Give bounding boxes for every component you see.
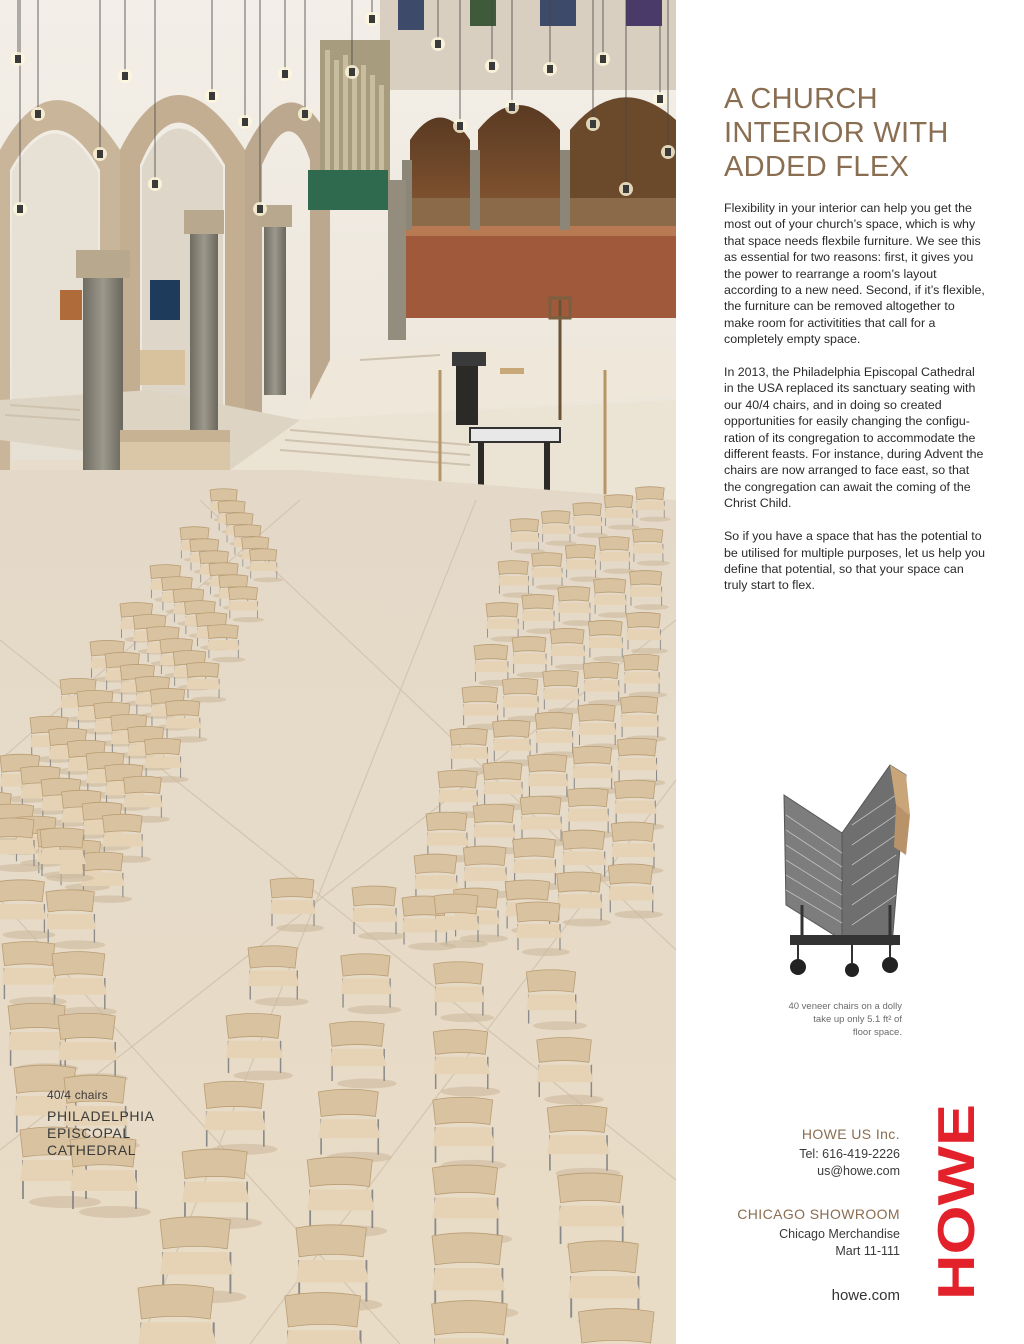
product-name: 40/4 chairs (47, 1088, 108, 1102)
contact-us-office (799, 1126, 900, 1180)
article-body (724, 200, 986, 610)
dolly-caption (742, 1000, 902, 1039)
address-line: Mart 11-111 (835, 1244, 900, 1258)
contact-heading: HOWE US Inc. (801, 1126, 900, 1142)
photo-caption (47, 1088, 155, 1159)
howe-logo (928, 1102, 986, 1302)
phone-number: Tel: 616-419-2226 (799, 1147, 900, 1161)
contact-heading: CHICAGO SHOWROOM (737, 1206, 900, 1222)
headline (724, 82, 1014, 184)
headline-line: INTERIOR WITH (724, 117, 949, 149)
address-line: Chicago Merchandise (779, 1227, 900, 1241)
paragraph: Flexibility in your interior can help you get the most out of your church’s space, which is why that space needs flexbile furniture. We see this as essential for two reasons: first, it gives you the power to rearrange a room’s layout according to a new need. Second, if it’s flexible, the furniture can be removed altogether to make room for activitities that call for a completely empty space. (724, 201, 985, 347)
article-column (676, 0, 1024, 1344)
paragraph: In 2013, the Philadelphia Episcopal Cathedral in the USA replaced its sanctuary seating with our 40/4 chairs, and in doing so created opportunities for easily changing the configu-ration of its congregation to accommodate the different feasts. For instance, during Advent the chairs are now arranged to face east, so that the congregation can await the coming of the Christ Child. (724, 365, 984, 511)
dolly-caption-line: 40 veneer chairs on a dolly (788, 1001, 902, 1012)
headline-line: A CHURCH (724, 83, 878, 115)
logo-wordmark: HOWE (928, 1138, 986, 1300)
paragraph: So if you have a space that has the potential to be utilised for multiple purposes, let us help you define that potential, so that your space can truly start to flex. (724, 529, 986, 593)
dolly-caption-line: floor space. (852, 1027, 902, 1038)
dolly-caption-line: take up only 5.1 ft² of (813, 1014, 902, 1025)
location-name (47, 1108, 155, 1159)
headline-line: ADDED FLEX (724, 151, 910, 183)
stacked-chairs-dolly-image (772, 755, 912, 985)
website-url: howe.com (831, 1287, 900, 1304)
contact-chicago-showroom (737, 1206, 900, 1260)
location-line: PHILADELPHIA (47, 1108, 155, 1124)
location-line: EPISCOPAL (47, 1125, 131, 1141)
email-address: us@howe.com (817, 1164, 900, 1178)
location-line: CATHEDRAL (47, 1142, 137, 1158)
